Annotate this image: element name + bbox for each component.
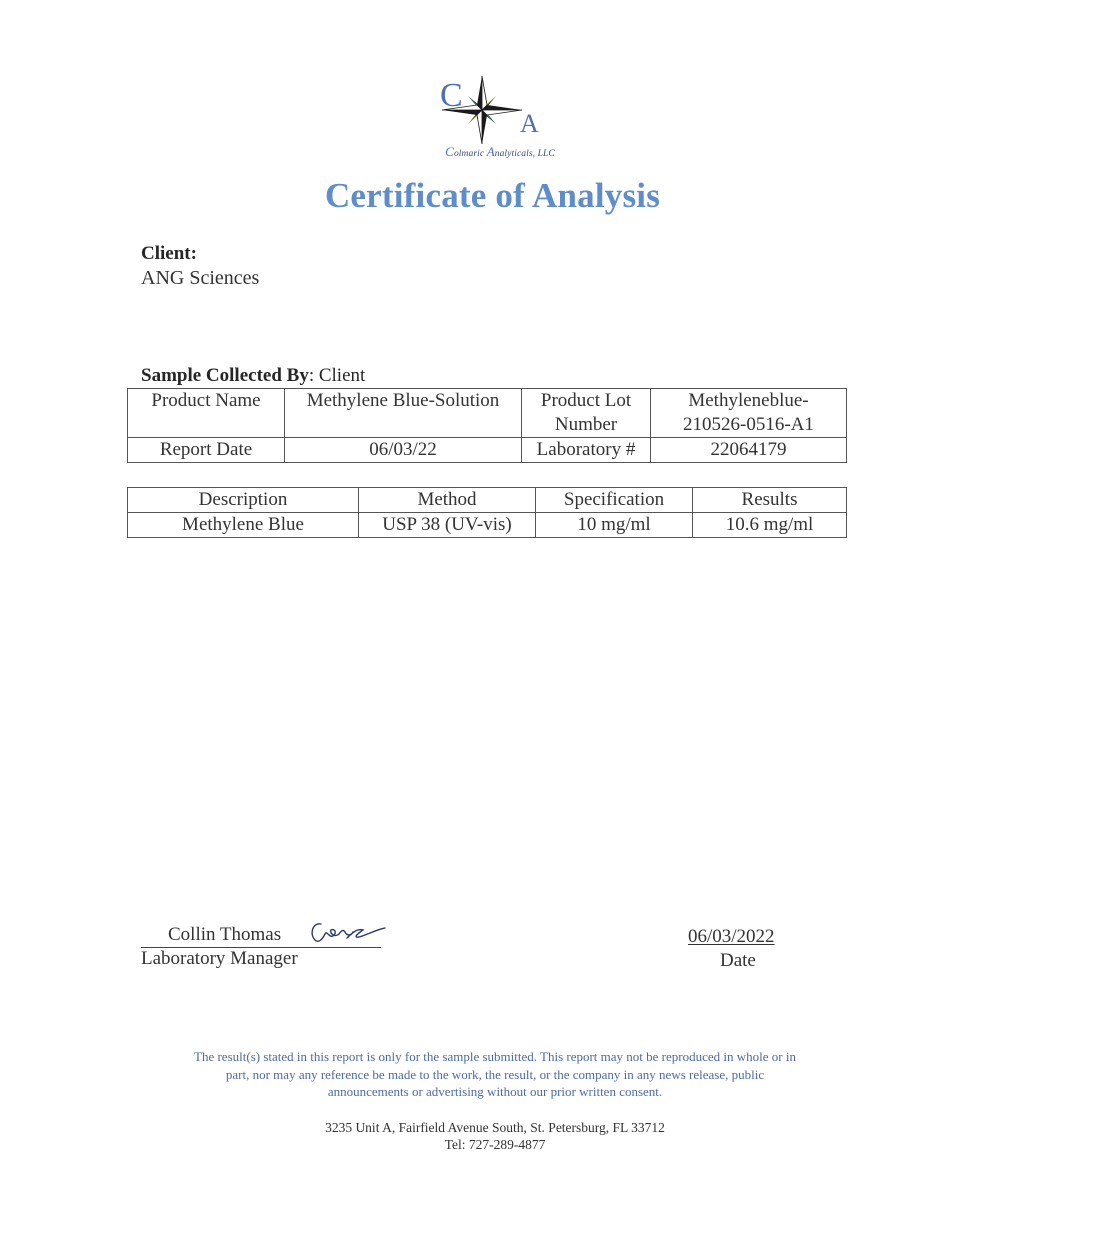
handwritten-signature-icon bbox=[307, 918, 387, 948]
signature-date: 06/03/2022 bbox=[688, 926, 775, 947]
column-header-specification: Specification bbox=[536, 488, 693, 513]
product-lot-value-line2: 210526-0516-A1 bbox=[683, 414, 814, 435]
sample-collected-separator: : bbox=[308, 365, 315, 386]
company-name bbox=[420, 144, 580, 160]
report-date-label: Report Date bbox=[128, 438, 285, 463]
company-name-initial-c: C bbox=[445, 144, 454, 159]
column-header-results: Results bbox=[693, 488, 847, 513]
signatory-role: Laboratory Manager bbox=[141, 948, 298, 969]
column-header-description: Description bbox=[128, 488, 359, 513]
disclaimer-line: The result(s) stated in this report is only for the sample submitted. This report may not be reproduced in whole or in bbox=[194, 1049, 796, 1064]
signature-date-label: Date bbox=[720, 950, 756, 971]
company-phone: Tel: 727-289-4877 bbox=[444, 1137, 546, 1152]
cell-results: 10.6 mg/ml bbox=[693, 513, 847, 538]
product-name-value: Methylene Blue-Solution bbox=[285, 389, 522, 438]
product-lot-value bbox=[651, 389, 847, 438]
compass-star-icon bbox=[420, 72, 580, 144]
sample-collected-label: Sample Collected By bbox=[141, 365, 309, 386]
table-row bbox=[128, 438, 847, 463]
product-lot-label bbox=[522, 389, 651, 438]
company-address-block bbox=[140, 1119, 850, 1153]
laboratory-number-label: Laboratory # bbox=[522, 438, 651, 463]
company-address: 3235 Unit A, Fairfield Avenue South, St. Petersburg, FL 33712 bbox=[325, 1120, 665, 1135]
table-row bbox=[128, 389, 847, 438]
cell-specification: 10 mg/ml bbox=[536, 513, 693, 538]
disclaimer bbox=[140, 1048, 850, 1101]
sample-collected-value: Client bbox=[314, 365, 366, 386]
client-value: ANG Sciences bbox=[141, 267, 260, 289]
disclaimer-line: part, nor may any reference be made to the work, the result, or the company in any news release, public bbox=[225, 1066, 765, 1082]
logo-letter-c: C bbox=[440, 77, 463, 114]
company-name-initial-a: A bbox=[486, 144, 495, 159]
results-table bbox=[127, 487, 847, 538]
logo-letter-a: A bbox=[520, 109, 539, 138]
product-name-label: Product Name bbox=[128, 389, 285, 438]
product-lot-label-line2: Number bbox=[554, 414, 618, 435]
signatory-name: Collin Thomas bbox=[168, 924, 282, 945]
cell-description: Methylene Blue bbox=[128, 513, 359, 538]
table-row bbox=[128, 513, 847, 538]
column-header-method: Method bbox=[359, 488, 536, 513]
product-info-table bbox=[127, 388, 847, 463]
table-header-row bbox=[128, 488, 847, 513]
report-date-value: 06/03/22 bbox=[285, 438, 522, 463]
client-label: Client: bbox=[141, 243, 197, 264]
company-name-part-1: olmaric bbox=[453, 149, 487, 159]
page-title: Certificate of Analysis bbox=[324, 176, 661, 215]
company-name-part-2: nalyticals, LLC bbox=[494, 149, 555, 159]
company-logo bbox=[420, 72, 580, 164]
product-lot-label-line1: Product Lot bbox=[540, 390, 632, 411]
disclaimer-line: announcements or advertising without our prior written consent. bbox=[327, 1084, 663, 1099]
laboratory-number-value: 22064179 bbox=[651, 438, 847, 463]
sample-collected-by bbox=[141, 365, 365, 387]
cell-method: USP 38 (UV-vis) bbox=[359, 513, 536, 538]
product-lot-value-line1: Methyleneblue- bbox=[688, 390, 809, 411]
signature-line bbox=[141, 924, 381, 948]
